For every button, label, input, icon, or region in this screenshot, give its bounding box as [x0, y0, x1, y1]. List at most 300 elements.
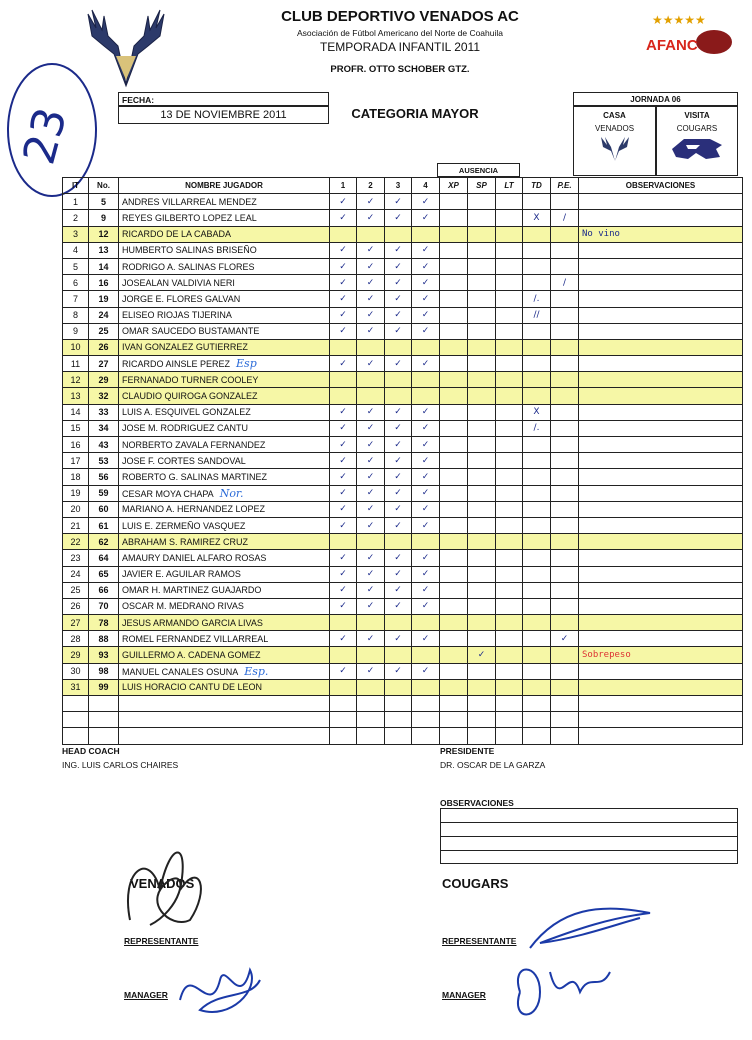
quarter-check: [412, 647, 440, 663]
quarter-check: [357, 388, 385, 404]
cougar-icon: [657, 135, 737, 168]
col-header-pe: P.E.: [551, 178, 579, 194]
handwritten-note: Esp: [236, 357, 257, 371]
td-cell: [523, 550, 551, 566]
observation-cell: [579, 501, 743, 517]
table-row: [63, 339, 743, 355]
row-number: 70: [89, 598, 119, 614]
empty-cell: [89, 712, 119, 728]
row-player-name: [119, 566, 330, 582]
td-cell: [523, 372, 551, 388]
row-number: 24: [89, 307, 119, 323]
sp-cell: [468, 437, 496, 453]
col-header-xp: XP: [440, 178, 468, 194]
pe-cell: [551, 242, 579, 258]
row-player-name: [119, 647, 330, 663]
xp-cell: [440, 275, 468, 291]
table-row: [63, 453, 743, 469]
quarter-check: ✓: [330, 194, 357, 210]
observation-cell: [579, 437, 743, 453]
row-number: 93: [89, 647, 119, 663]
row-number: 56: [89, 469, 119, 485]
player-name: IVAN GONZALEZ GUTIERREZ: [122, 342, 248, 353]
td-cell: [523, 258, 551, 274]
row-number: 26: [89, 339, 119, 355]
head-coach-name: ING. LUIS CARLOS CHAIRES: [62, 760, 179, 770]
sp-cell: [468, 210, 496, 226]
row-it: 25: [63, 582, 89, 598]
quarter-check: [357, 339, 385, 355]
sp-cell: [468, 631, 496, 647]
row-it: 28: [63, 631, 89, 647]
quarter-check: ✓: [357, 550, 385, 566]
lt-cell: [496, 615, 523, 631]
visita-team: COUGARS: [676, 124, 718, 133]
row-number: 14: [89, 258, 119, 274]
row-player-name: [119, 517, 330, 533]
quarter-check: ✓: [385, 210, 412, 226]
pe-cell: [551, 469, 579, 485]
pe-cell: [551, 501, 579, 517]
row-player-name: [119, 404, 330, 420]
lt-cell: [496, 485, 523, 501]
quarter-check: ✓: [412, 631, 440, 647]
table-row: [63, 372, 743, 388]
td-cell: [523, 647, 551, 663]
lt-cell: [496, 404, 523, 420]
row-player-name: [119, 501, 330, 517]
row-number: 16: [89, 275, 119, 291]
row-it: 22: [63, 534, 89, 550]
row-player-name: [119, 323, 330, 339]
empty-cell: [385, 696, 412, 712]
player-name: CLAUDIO QUIROGA GONZALEZ: [122, 391, 258, 402]
sp-cell: [468, 501, 496, 517]
quarter-check: ✓: [412, 437, 440, 453]
quarter-check: ✓: [330, 453, 357, 469]
table-row: [63, 485, 743, 501]
table-row: [63, 194, 743, 210]
quarter-check: ✓: [357, 291, 385, 307]
lt-cell: [496, 210, 523, 226]
lt-cell: [496, 372, 523, 388]
quarter-check: ✓: [330, 566, 357, 582]
quarter-check: ✓: [330, 210, 357, 226]
table-row: [63, 615, 743, 631]
player-name: ROMEL FERNANDEZ VILLARREAL: [122, 633, 269, 644]
row-number: 19: [89, 291, 119, 307]
empty-cell: [119, 696, 330, 712]
row-it: 17: [63, 453, 89, 469]
observation-cell: [579, 517, 743, 533]
td-cell: [523, 388, 551, 404]
empty-cell: [63, 728, 89, 744]
quarter-check: [385, 615, 412, 631]
col-header-sp: SP: [468, 178, 496, 194]
row-it: 4: [63, 242, 89, 258]
row-it: 27: [63, 615, 89, 631]
quarter-check: ✓: [385, 291, 412, 307]
pe-cell: [551, 679, 579, 695]
row-player-name: [119, 307, 330, 323]
row-it: 8: [63, 307, 89, 323]
observation-cell: [579, 534, 743, 550]
lt-cell: [496, 550, 523, 566]
xp-cell: [440, 679, 468, 695]
pe-cell: [551, 356, 579, 372]
row-player-name: [119, 469, 330, 485]
xp-cell: [440, 226, 468, 242]
observation-cell: [579, 615, 743, 631]
quarter-check: [330, 647, 357, 663]
observation-cell: [579, 550, 743, 566]
quarter-check: ✓: [357, 598, 385, 614]
quarter-check: ✓: [357, 307, 385, 323]
svg-text:★★★★★: ★★★★★: [652, 13, 706, 27]
player-name: HUMBERTO SALINAS BRISEÑO: [122, 245, 257, 256]
quarter-check: ✓: [357, 517, 385, 533]
col-header-observaciones: OBSERVACIONES: [579, 178, 743, 194]
quarter-check: ✓: [412, 566, 440, 582]
td-cell: [523, 275, 551, 291]
quarter-check: ✓: [330, 517, 357, 533]
pe-cell: [551, 307, 579, 323]
empty-cell: [579, 696, 743, 712]
row-number: 62: [89, 534, 119, 550]
row-player-name: [119, 485, 330, 501]
row-player-name: [119, 226, 330, 242]
row-player-name: [119, 534, 330, 550]
row-player-name: [119, 388, 330, 404]
sp-cell: [468, 420, 496, 436]
quarter-check: ✓: [357, 485, 385, 501]
pe-cell: [551, 453, 579, 469]
observation-cell: [579, 291, 743, 307]
row-number: 12: [89, 226, 119, 242]
sp-cell: [468, 323, 496, 339]
player-name: ANDRES VILLARREAL MENDEZ: [122, 196, 257, 207]
sp-cell: [468, 372, 496, 388]
pe-cell: [551, 258, 579, 274]
quarter-check: ✓: [385, 194, 412, 210]
xp-cell: [440, 339, 468, 355]
lt-cell: [496, 566, 523, 582]
quarter-check: [412, 388, 440, 404]
row-player-name: [119, 291, 330, 307]
empty-cell: [579, 728, 743, 744]
sp-cell: [468, 275, 496, 291]
td-cell: [523, 469, 551, 485]
observation-cell: [579, 598, 743, 614]
pe-cell: /: [551, 275, 579, 291]
xp-cell: [440, 437, 468, 453]
td-cell: [523, 615, 551, 631]
table-row: [63, 388, 743, 404]
row-it: 2: [63, 210, 89, 226]
quarter-check: [385, 679, 412, 695]
observation-cell: [579, 194, 743, 210]
pe-cell: [551, 194, 579, 210]
player-name: ELISEO RIOJAS TIJERINA: [122, 310, 232, 321]
sp-cell: [468, 679, 496, 695]
observation-cell: [579, 469, 743, 485]
quarter-check: ✓: [357, 194, 385, 210]
empty-row: [63, 728, 743, 744]
empty-cell: [330, 696, 357, 712]
quarter-check: ✓: [412, 663, 440, 679]
quarter-check: ✓: [385, 404, 412, 420]
row-player-name: [119, 679, 330, 695]
empty-cell: [385, 728, 412, 744]
antler-icon: [574, 135, 655, 168]
player-name: JAVIER E. AGUILAR RAMOS: [122, 569, 241, 580]
player-name: LUIS A. ESQUIVEL GONZALEZ: [122, 407, 251, 418]
away-team-box: [656, 106, 738, 176]
away-manager-signature: [500, 952, 620, 1037]
quarter-check: ✓: [357, 420, 385, 436]
sp-cell: [468, 356, 496, 372]
lt-cell: [496, 469, 523, 485]
lt-cell: [496, 663, 523, 679]
casa-label: CASA: [603, 111, 626, 120]
table-row: [63, 258, 743, 274]
player-name: GUILLERMO A. CADENA GOMEZ: [122, 650, 261, 661]
xp-cell: [440, 501, 468, 517]
away-team-name: COUGARS: [442, 876, 509, 891]
table-row: [63, 647, 743, 663]
pe-cell: [551, 388, 579, 404]
empty-cell: [468, 712, 496, 728]
td-cell: /.: [523, 291, 551, 307]
observation-cell: [579, 258, 743, 274]
xp-cell: [440, 517, 468, 533]
lt-cell: [496, 534, 523, 550]
quarter-check: ✓: [412, 485, 440, 501]
pe-cell: [551, 550, 579, 566]
pe-cell: ✓: [551, 631, 579, 647]
row-it: 12: [63, 372, 89, 388]
row-number: 25: [89, 323, 119, 339]
empty-cell: [496, 696, 523, 712]
xp-cell: [440, 194, 468, 210]
row-number: 53: [89, 453, 119, 469]
row-player-name: [119, 663, 330, 679]
quarter-check: ✓: [412, 210, 440, 226]
quarter-check: ✓: [412, 323, 440, 339]
observation-cell: [579, 420, 743, 436]
sp-cell: [468, 339, 496, 355]
quarter-check: ✓: [412, 194, 440, 210]
quarter-check: ✓: [385, 258, 412, 274]
sp-cell: [468, 534, 496, 550]
quarter-check: ✓: [412, 242, 440, 258]
lt-cell: [496, 582, 523, 598]
row-it: 7: [63, 291, 89, 307]
quarter-check: ✓: [357, 323, 385, 339]
row-player-name: [119, 339, 330, 355]
td-cell: [523, 485, 551, 501]
table-row: [63, 631, 743, 647]
head-coach-label: HEAD COACH: [62, 746, 120, 756]
pe-cell: [551, 404, 579, 420]
observaciones-label: OBSERVACIONES: [440, 798, 514, 808]
empty-cell: [330, 728, 357, 744]
quarter-check: ✓: [385, 517, 412, 533]
quarter-check: ✓: [412, 356, 440, 372]
observation-cell: [579, 453, 743, 469]
row-it: 5: [63, 258, 89, 274]
xp-cell: [440, 453, 468, 469]
td-cell: X: [523, 210, 551, 226]
quarter-check: [330, 534, 357, 550]
row-player-name: [119, 550, 330, 566]
quarter-check: ✓: [330, 437, 357, 453]
pe-cell: [551, 615, 579, 631]
quarter-check: [385, 339, 412, 355]
row-number: 60: [89, 501, 119, 517]
table-row: [63, 566, 743, 582]
row-number: 66: [89, 582, 119, 598]
empty-cell: [412, 712, 440, 728]
player-name: OMAR H. MARTINEZ GUAJARDO: [122, 585, 262, 596]
xp-cell: [440, 242, 468, 258]
quarter-check: ✓: [385, 582, 412, 598]
player-name: LUIS HORACIO CANTU DE LEON: [122, 682, 263, 693]
observation-cell: [579, 566, 743, 582]
row-player-name: [119, 356, 330, 372]
row-player-name: [119, 258, 330, 274]
row-number: 27: [89, 356, 119, 372]
pe-cell: [551, 372, 579, 388]
empty-cell: [496, 728, 523, 744]
player-name: ROBERTO G. SALINAS MARTINEZ: [122, 471, 268, 482]
quarter-check: ✓: [385, 453, 412, 469]
sp-cell: [468, 485, 496, 501]
quarter-check: ✓: [385, 501, 412, 517]
row-it: 19: [63, 485, 89, 501]
empty-cell: [440, 712, 468, 728]
quarter-check: ✓: [412, 469, 440, 485]
xp-cell: [440, 404, 468, 420]
row-it: 10: [63, 339, 89, 355]
row-player-name: [119, 275, 330, 291]
xp-cell: [440, 550, 468, 566]
lt-cell: [496, 307, 523, 323]
quarter-check: ✓: [330, 275, 357, 291]
lt-cell: [496, 437, 523, 453]
col-header-td: TD: [523, 178, 551, 194]
quarter-check: ✓: [330, 356, 357, 372]
quarter-check: ✓: [412, 420, 440, 436]
svg-text:AFANC: AFANC: [646, 37, 698, 54]
row-it: 14: [63, 404, 89, 420]
empty-cell: [63, 712, 89, 728]
col-header-lt: LT: [496, 178, 523, 194]
xp-cell: [440, 291, 468, 307]
quarter-check: ✓: [357, 566, 385, 582]
quarter-check: [412, 226, 440, 242]
observation-cell: [579, 323, 743, 339]
quarter-check: [330, 615, 357, 631]
observation-cell: No vino: [579, 226, 743, 242]
td-cell: [523, 598, 551, 614]
quarter-check: ✓: [357, 631, 385, 647]
table-row: [63, 437, 743, 453]
quarter-check: ✓: [357, 210, 385, 226]
quarter-check: [385, 226, 412, 242]
player-name: AMAURY DANIEL ALFARO ROSAS: [122, 552, 267, 563]
row-player-name: [119, 631, 330, 647]
xp-cell: [440, 210, 468, 226]
xp-cell: [440, 534, 468, 550]
quarter-check: ✓: [385, 663, 412, 679]
table-row: [63, 663, 743, 679]
quarter-check: ✓: [385, 631, 412, 647]
empty-row: [63, 696, 743, 712]
quarter-check: ✓: [385, 550, 412, 566]
xp-cell: [440, 566, 468, 582]
player-name: MANUEL CANALES OSUNA: [122, 666, 239, 677]
quarter-check: ✓: [330, 242, 357, 258]
empty-cell: [119, 712, 330, 728]
table-row: [63, 210, 743, 226]
player-name: JORGE E. FLORES GALVAN: [122, 293, 241, 304]
td-cell: X: [523, 404, 551, 420]
empty-cell: [119, 728, 330, 744]
empty-cell: [551, 712, 579, 728]
casa-team: VENADOS: [594, 124, 635, 133]
table-row: [63, 550, 743, 566]
afanc-logo: [640, 6, 736, 62]
empty-cell: [330, 712, 357, 728]
xp-cell: [440, 631, 468, 647]
president-label: PRESIDENTE: [440, 746, 495, 756]
table-row: [63, 323, 743, 339]
quarter-check: ✓: [330, 404, 357, 420]
lt-cell: [496, 323, 523, 339]
td-cell: [523, 582, 551, 598]
quarter-check: ✓: [330, 631, 357, 647]
quarter-check: ✓: [412, 258, 440, 274]
away-manager-label: MANAGER: [442, 990, 486, 1000]
quarter-check: ✓: [412, 501, 440, 517]
quarter-check: ✓: [385, 566, 412, 582]
row-number: 29: [89, 372, 119, 388]
pe-cell: [551, 598, 579, 614]
player-name: JOSEALAN VALDIVIA NERI: [122, 277, 235, 288]
player-name: RICARDO AINSLE PEREZ: [122, 359, 231, 370]
row-player-name: [119, 420, 330, 436]
empty-cell: [63, 696, 89, 712]
player-name: JESUS ARMANDO GARCIA LIVAS: [122, 617, 263, 628]
empty-cell: [468, 696, 496, 712]
sp-cell: [468, 242, 496, 258]
empty-cell: [412, 728, 440, 744]
home-representante-signature: [110, 830, 220, 945]
quarter-check: [385, 372, 412, 388]
quarter-check: [385, 534, 412, 550]
quarter-check: ✓: [330, 663, 357, 679]
sp-cell: [468, 663, 496, 679]
quarter-check: ✓: [385, 275, 412, 291]
td-cell: [523, 679, 551, 695]
observation-cell: [579, 242, 743, 258]
observation-cell: [579, 372, 743, 388]
lt-cell: [496, 356, 523, 372]
quarter-check: ✓: [357, 275, 385, 291]
lt-cell: [496, 291, 523, 307]
td-cell: [523, 534, 551, 550]
